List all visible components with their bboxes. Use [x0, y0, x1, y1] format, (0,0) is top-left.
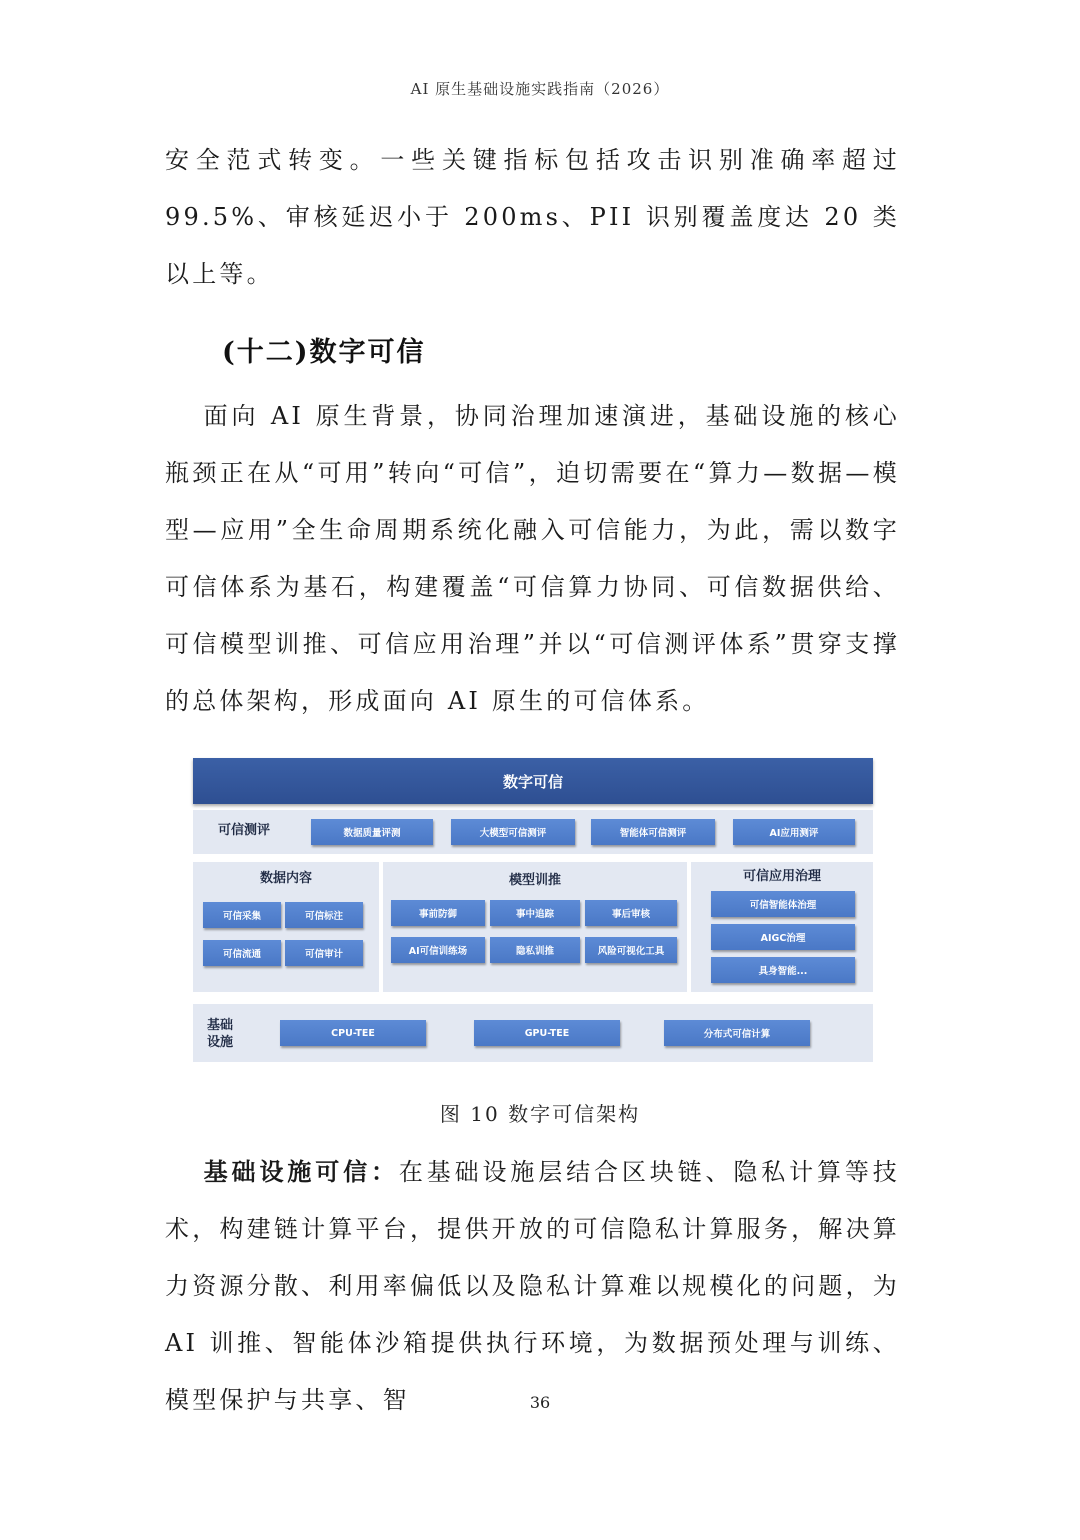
data-content-panel — [193, 862, 379, 992]
paragraph-3-lead: 基础设施可信： — [203, 1157, 399, 1186]
paragraph-3 — [165, 1143, 900, 1429]
infra-chip-gpu-tee: GPU-TEE — [474, 1020, 620, 1046]
section-title: (十二)数字可信 — [222, 337, 426, 368]
diagram-title: 数字可信 — [193, 758, 873, 804]
data-chip-flow: 可信流通 — [203, 940, 281, 966]
paragraph-3-text: 在基础设施层结合区块链、隐私计算等技术，构建链计算平台，提供开放的可信隐私计算服务，解决算力资源分散、利用率偏低以及隐私计算难以规模化的问题，为 AI 训推、智能体沙箱提供执行环境，为数据预处理与训练、模型保护与共享、智 — [165, 1158, 900, 1414]
paragraph-1: 安全范式转变。一些关键指标包括攻击识别准确率超过 99.5%、审核延迟小于 200ms、PII 识别覆盖度达 20 类以上等。 — [165, 146, 900, 288]
data-chip-audit: 可信审计 — [285, 940, 363, 966]
eval-chip-llm: 大模型可信测评 — [451, 819, 575, 845]
model-chip-training-ground: AI可信训练场 — [391, 937, 485, 963]
infra-panel — [193, 1004, 873, 1062]
app-gov-panel — [691, 862, 873, 992]
data-chip-collect: 可信采集 — [203, 902, 281, 928]
model-chip-pre: 事前防御 — [391, 900, 485, 926]
eval-panel — [193, 810, 873, 854]
app-gov-chip-embodied: 具身智能... — [711, 957, 855, 983]
app-gov-chip-agent: 可信智能体治理 — [711, 891, 855, 917]
eval-chip-data-quality: 数据质量评测 — [311, 819, 433, 845]
paragraph-2-text: 面向 AI 原生背景，协同治理加速演进，基础设施的核心瓶颈正在从“可用”转向“可信”，迫切需要在“算力—数据—模型—应用”全生命周期系统化融入可信能力，为此，需以数字可信体系为基石，构建覆盖“可信算力协同、可信数据供给、可信模型训推、可信应用治理”并以“可信测评体系”贯穿支撑的总体架构，形成面向 AI 原生的可信体系。 — [165, 402, 900, 715]
app-gov-chip-aigc: AIGC治理 — [711, 924, 855, 950]
model-chip-privacy: 隐私训推 — [490, 937, 580, 963]
paragraph-2 — [165, 388, 900, 730]
architecture-diagram — [193, 758, 873, 1062]
model-chip-risk-viz: 风险可视化工具 — [585, 937, 677, 963]
model-chip-post: 事后审核 — [585, 900, 677, 926]
model-chip-during: 事中追踪 — [490, 900, 580, 926]
figure-caption: 图 10 数字可信架构 — [439, 1102, 641, 1126]
data-chip-label: 可信标注 — [285, 902, 363, 928]
infra-label: 基础 设施 — [207, 1018, 234, 1050]
running-header: AI 原生基础设施实践指南（2026） — [410, 80, 670, 98]
infra-chip-cpu-tee: CPU-TEE — [280, 1020, 426, 1046]
eval-chip-agent: 智能体可信测评 — [591, 819, 715, 845]
eval-chip-ai-app: AI应用测评 — [733, 819, 855, 845]
eval-label: 可信测评 — [218, 823, 271, 838]
app-gov-label: 可信应用治理 — [742, 869, 821, 884]
model-label: 模型训推 — [508, 873, 561, 888]
infra-chip-distributed: 分布式可信计算 — [664, 1020, 810, 1046]
data-content-label: 数据内容 — [259, 871, 312, 886]
model-panel — [383, 862, 687, 992]
page-number: 36 — [529, 1393, 551, 1412]
